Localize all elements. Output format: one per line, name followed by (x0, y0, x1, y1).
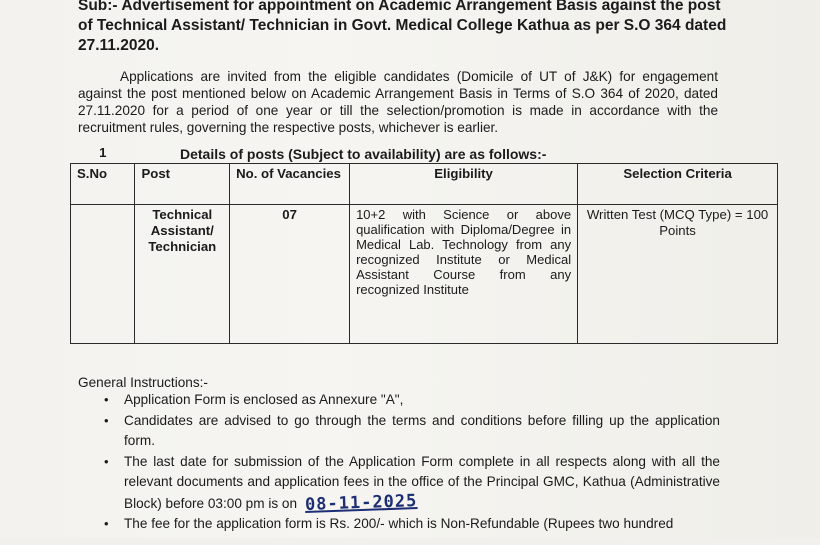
cell-post: Technical Assistant/ Technician (135, 205, 230, 344)
bullet-icon: • (104, 392, 109, 407)
instruction-text: The last date for submission of the Application Form complete in all respects along with all the relevant documents and application fees in the office of the Principal GMC, Kathua (Administrative Block) before 03:00 pm is on (124, 453, 720, 511)
list-item (104, 390, 720, 411)
instructions-list (104, 390, 720, 535)
list-item (104, 452, 720, 515)
instruction-text: Candidates are advised to go through the terms and conditions before filling up the application form. (124, 412, 720, 448)
header-vacancies: No. of Vacancies (230, 164, 350, 205)
header-post: Post (135, 164, 230, 205)
bullet-icon: • (104, 516, 109, 531)
instruction-text: Application Form is enclosed as Annexure "A", (124, 392, 404, 407)
subject-line: Sub:- Advertisement for appointment on Academic Arrangement Basis against the post of Technical Assistant/ Technician in Govt. Medical College Kathua as per S.O 364 dated 27.11.2020. (78, 0, 727, 54)
table-row (71, 205, 778, 344)
header-sno: S.No (71, 164, 135, 205)
header-eligibility: Eligibility (350, 164, 578, 205)
bullet-icon: • (104, 412, 109, 428)
intro-paragraph: Applications are invited from the eligible candidates (Domicile of UT of J&K) for engagement against the post mentioned below on Academic Arrangement Basis in Terms of S.O 364 of 2020, dated 27.11.2020 for a period of one year or till the selection/promotion is made in accordance with the recruitment rules, governing the respective posts, whichever is earlier. (78, 69, 718, 135)
cell-sno-value: 1 (99, 145, 107, 160)
cell-eligibility: 10+2 with Science or above qualification with Diploma/Degree in Medical Lab. Technology from any recognized Institute or Medical Assistant Course from any recognized Institute (350, 205, 578, 344)
page-bottom-edge (0, 538, 820, 545)
details-heading: Details of posts (Subject to availability) are as follows:- (180, 146, 547, 162)
list-item (104, 514, 720, 535)
cell-selection-criteria: Written Test (MCQ Type) = 100 Points (578, 205, 778, 344)
general-instructions-title: General Instructions:- (78, 375, 208, 390)
table-header-row (71, 164, 778, 205)
cell-vacancies: 07 (230, 205, 350, 344)
handwritten-last-date: 08-11-2025 (304, 490, 418, 515)
bullet-icon: • (104, 453, 109, 469)
instruction-text: The fee for the application form is Rs. 200/- which is Non-Refundable (Rupees two hundred (124, 516, 674, 531)
header-selection-criteria: Selection Criteria (578, 164, 778, 205)
list-item (104, 411, 720, 452)
